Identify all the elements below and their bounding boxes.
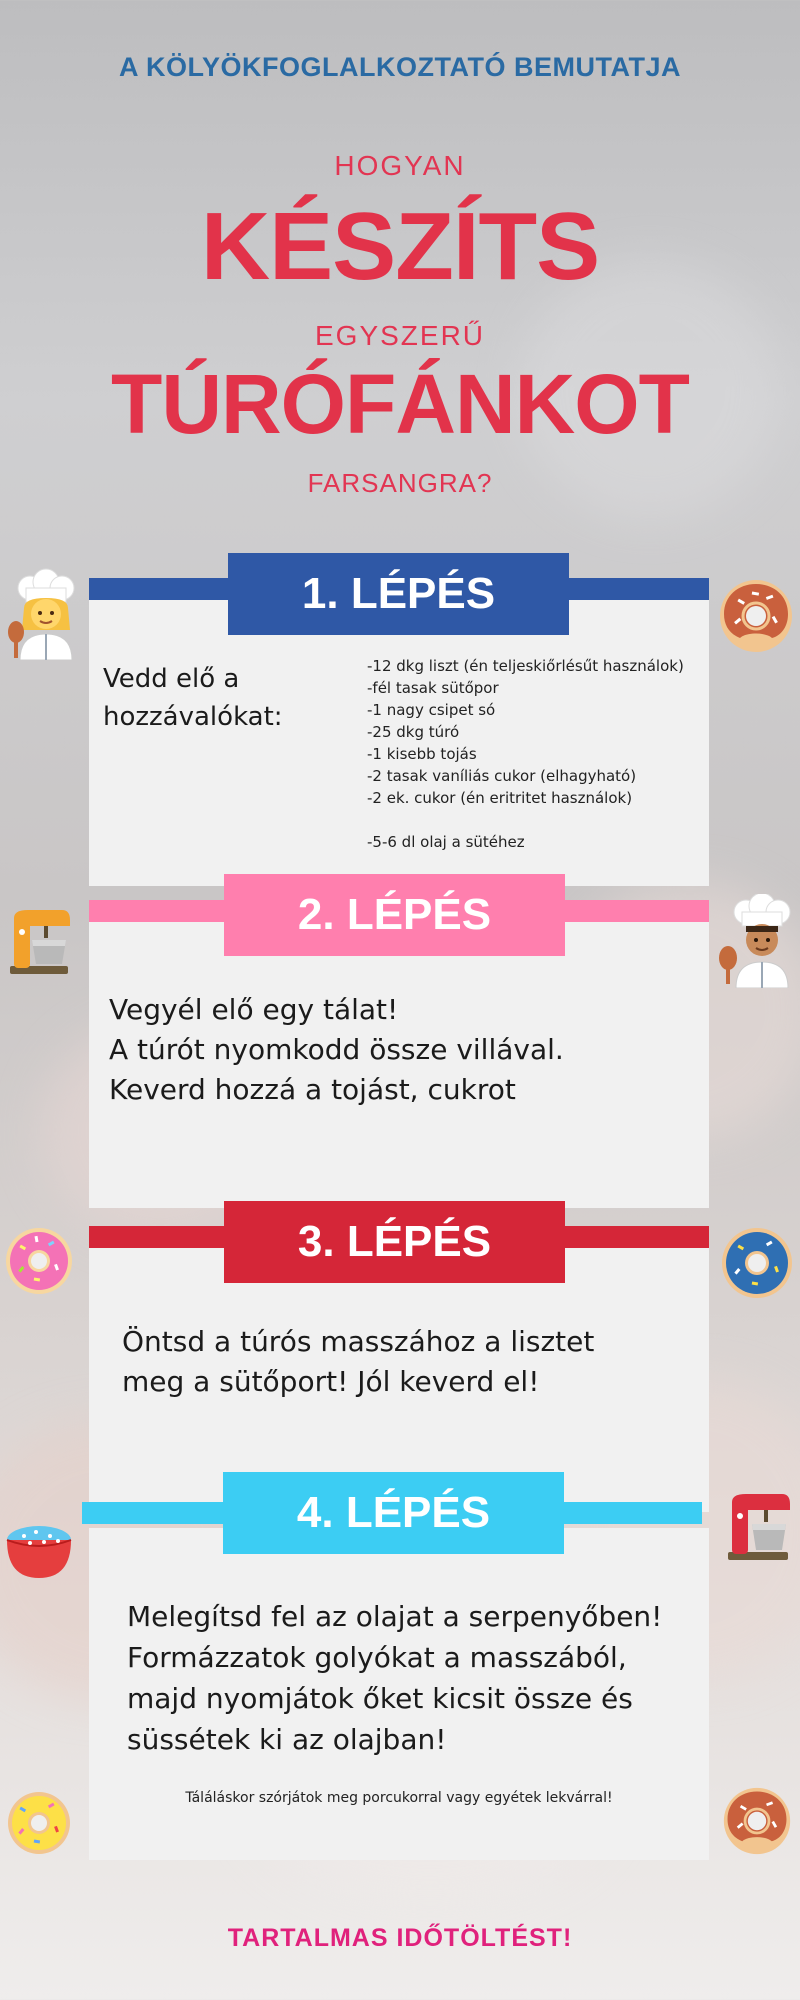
instruction-line: majd nyomjátok őket kicsit össze és	[127, 1682, 633, 1715]
step-2-heading: 2. LÉPÉS	[224, 874, 565, 956]
instruction-line: Formázzatok golyókat a masszából,	[127, 1641, 627, 1674]
step-4-heading: 4. LÉPÉS	[223, 1472, 564, 1554]
instruction-line: Keverd hozzá a tojást, cukrot	[109, 1073, 516, 1106]
ingredient-item: -2 tasak vaníliás cukor (elhagyható)	[367, 767, 637, 785]
instruction-line: Melegítsd fel az olajat a serpenyőben!	[127, 1600, 663, 1633]
ingredient-item: -12 dkg liszt (én teljeskiőrlésűt használok)	[367, 657, 684, 675]
chef-woman-icon	[6, 568, 88, 660]
donut-icon	[722, 1786, 792, 1856]
sprinkle-bowl-icon	[4, 1516, 74, 1582]
title-turofankot: TÚRÓFÁNKOT	[111, 357, 689, 451]
title-egyszeru: EGYSZERŰ	[314, 320, 486, 351]
instruction-line: süssétek ki az olajban!	[127, 1723, 447, 1756]
step-1-heading: 1. LÉPÉS	[228, 553, 569, 635]
title-farsangra: FARSANGRA?	[307, 468, 493, 498]
ingredient-item: -1 kisebb tojás	[367, 745, 477, 763]
stand-mixer-icon	[4, 908, 74, 978]
serving-note: Táláláskor szórjátok meg porcukorral vagy egyétek lekvárral!	[185, 1790, 613, 1806]
donut-icon	[4, 1226, 74, 1296]
donut-icon	[6, 1790, 72, 1856]
presenter-line: A KÖLYÖKFOGLALKOZTATÓ BEMUTATJA	[119, 52, 681, 82]
ingredient-list	[367, 655, 684, 853]
ingredient-item: -fél tasak sütőpor	[367, 679, 499, 697]
step-1-intro: Vedd elő a hozzávalókat:	[103, 664, 283, 732]
closing-message: TARTALMAS IDŐTÖLTÉST!	[227, 1924, 573, 1952]
step-4-instructions	[127, 1596, 662, 1760]
instruction-line: Vegyél elő egy tálat!	[109, 993, 399, 1026]
instruction-line: A túrót nyomkodd össze villával.	[109, 1033, 564, 1066]
ingredient-spacer	[367, 809, 684, 831]
ingredient-item: -25 dkg túró	[367, 723, 460, 741]
chef-man-icon	[716, 894, 800, 988]
title-hogyan: HOGYAN	[334, 150, 466, 181]
stand-mixer-icon	[722, 1492, 794, 1564]
ingredient-item: -1 nagy csipet só	[367, 701, 496, 719]
donut-icon	[720, 1226, 794, 1300]
step-3-instructions	[122, 1322, 594, 1402]
step-3-heading: 3. LÉPÉS	[224, 1201, 565, 1283]
instruction-line: meg a sütőport! Jól keverd el!	[122, 1365, 540, 1398]
step-2-instructions	[109, 990, 564, 1110]
donut-icon	[718, 578, 794, 654]
ingredient-item: -5-6 dl olaj a sütéhez	[367, 833, 525, 851]
instruction-line: Öntsd a túrós masszához a lisztet	[122, 1325, 595, 1358]
ingredient-item: -2 ek. cukor (én eritritet használok)	[367, 789, 633, 807]
title-keszits: KÉSZÍTS	[200, 193, 600, 300]
